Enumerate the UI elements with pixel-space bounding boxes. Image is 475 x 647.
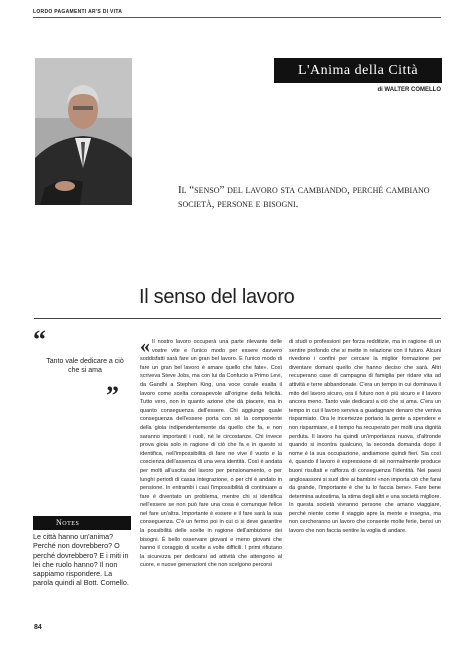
notes-header-box: [33, 516, 131, 530]
article-subtitle: Il “senso” del lavoro sta cambiando, perché cambiano società, persone e bisogni.: [178, 184, 430, 210]
author-byline: di WALTER COMELLO: [377, 87, 441, 93]
article-column-1: [140, 335, 282, 570]
column-title: L'Anima della Città: [297, 62, 419, 78]
page-number: 84: [34, 624, 42, 631]
notes-text: Le città hanno un'anima? Perché non dovrebbero? O perché dovrebbero? E i miti in lei che ruolo hanno? Il non sappiamo rispondere. La parola quindi al Bott. Comello.: [33, 532, 129, 588]
notes-label: Notes: [56, 518, 80, 527]
lead-quote-mark: «: [140, 335, 150, 357]
article-column-2-text: di studi o professioni per forza redditizie, ma in ragione di un sentire profondo che si mette in relazione con il futuro. Alcuni rivedono i confini per cercare la miglior formazione per diventare domani quello che hanno deciso che sarà. Altri recuperano case di campagna di famiglia per ridare vita ad attività e terre abbandonate. C'era un tempo in cui dominava il mito del lavoro sicuro, ora il futuro non è più sicuro e il lavoro ancora meno. Tanto vale dedicarsi a ciò che si ama. C'era un tempo in cui il lavoro serviva a guadagnare denaro che veniva risparmiato. Ora le incertezze portano la gente a spendere e non risparmiare, e il tempo ha recuperato per molti una dignità perduta. Il lavoro ha quindi un'importanza nuova, d'altronde quando si incontra qualcuno, la seconda domanda dopo il nome è la sua occupazione, andiamone quindi fieri. Sia così è, quando il lavoro è espressione di sé normalmente produce buoni risultati e rafforza di conseguenza l'identità. Nei paesi anglosassoni si suol dire ai bambini «non importa ciò che farai da grande, l'importante è che tu lo faccia bene». Fare bene determina autostima, la stima degli altri e una società migliore. In questa società vivranno persone che amano viaggiare, perché niente come il viaggio apre la mente e insegna, ma non cercheranno un lavoro che consente molte ferie, bensì un lavoro che non faccia sentire la voglia di andare.: [289, 339, 441, 535]
header-divider: [33, 17, 441, 18]
column-rubric-banner: [274, 58, 442, 83]
pull-quote: Tanto vale dedicare a ciò che si ama: [46, 358, 124, 374]
article-column-2: [289, 338, 441, 536]
author-photo: [35, 58, 132, 205]
article-column-1-text: Il nostro lavoro occuperà una parte rilevante delle vostre vite e l'unico modo per essere davvero soddisfatti sarà fare un gran bel lavoro. E l'unico modo di fare un gran bel lavoro è amare quello che fate». Così scriveva Steve Jobs, ma con lui da Confucio a Primo Levi, da Gandhi a Stephen King, una voce corale esalta il lavoro come scelta consapevole all'origine della felicità. Tutto vero, non in quanto azione che dà piacere, ma in quanto conseguenza dell'essere. Chi aggiunge quale conseguenza dell'essere porta con sé la componente della gioia indipendentemente da quello che fa, e non saranno importanti i ruoli, né le circostanze. Chi invece prova gioia solo in ragione di ciò che fa e in questo si identifica, nell'impossibilità di fare ne vive il vuoto e la coscienza dell'assenza di una vera identità. Così è andata per molti all'uscita del lavoro per pensionamento, o per lunghi periodi di cassa integrazione, o per chi è andato in pensione. In entrambi i casi l'impossibilità di continuare a fare è diventato un problema, mentre chi si identifica nell'essere se non può fare una cosa è comunque felice nel fare un'altra. Importante è essere e il fare sarà la sua conseguenza. C'è un fermo poi in cui ci si deve garantire la possibilità delle scelte in ragione dell'ambizione dei bisogni. È bello osservare giovani e meno giovani che hanno il coraggio di scelte a volte difficili. I primi rifiutano la sicurezza per dedicarsi ad attività che attengono al cuore, e nuove generazioni che non scelgono percorsi: [140, 339, 282, 569]
close-quote-mark: ”: [106, 381, 119, 410]
portrait-illustration: [35, 58, 132, 205]
title-divider: [34, 318, 441, 319]
open-quote-mark: “: [33, 325, 46, 354]
magazine-section-header: LORDO PAGAMENTI AR'S DI VITA: [33, 9, 123, 15]
article-title: Il senso del lavoro: [139, 286, 295, 308]
